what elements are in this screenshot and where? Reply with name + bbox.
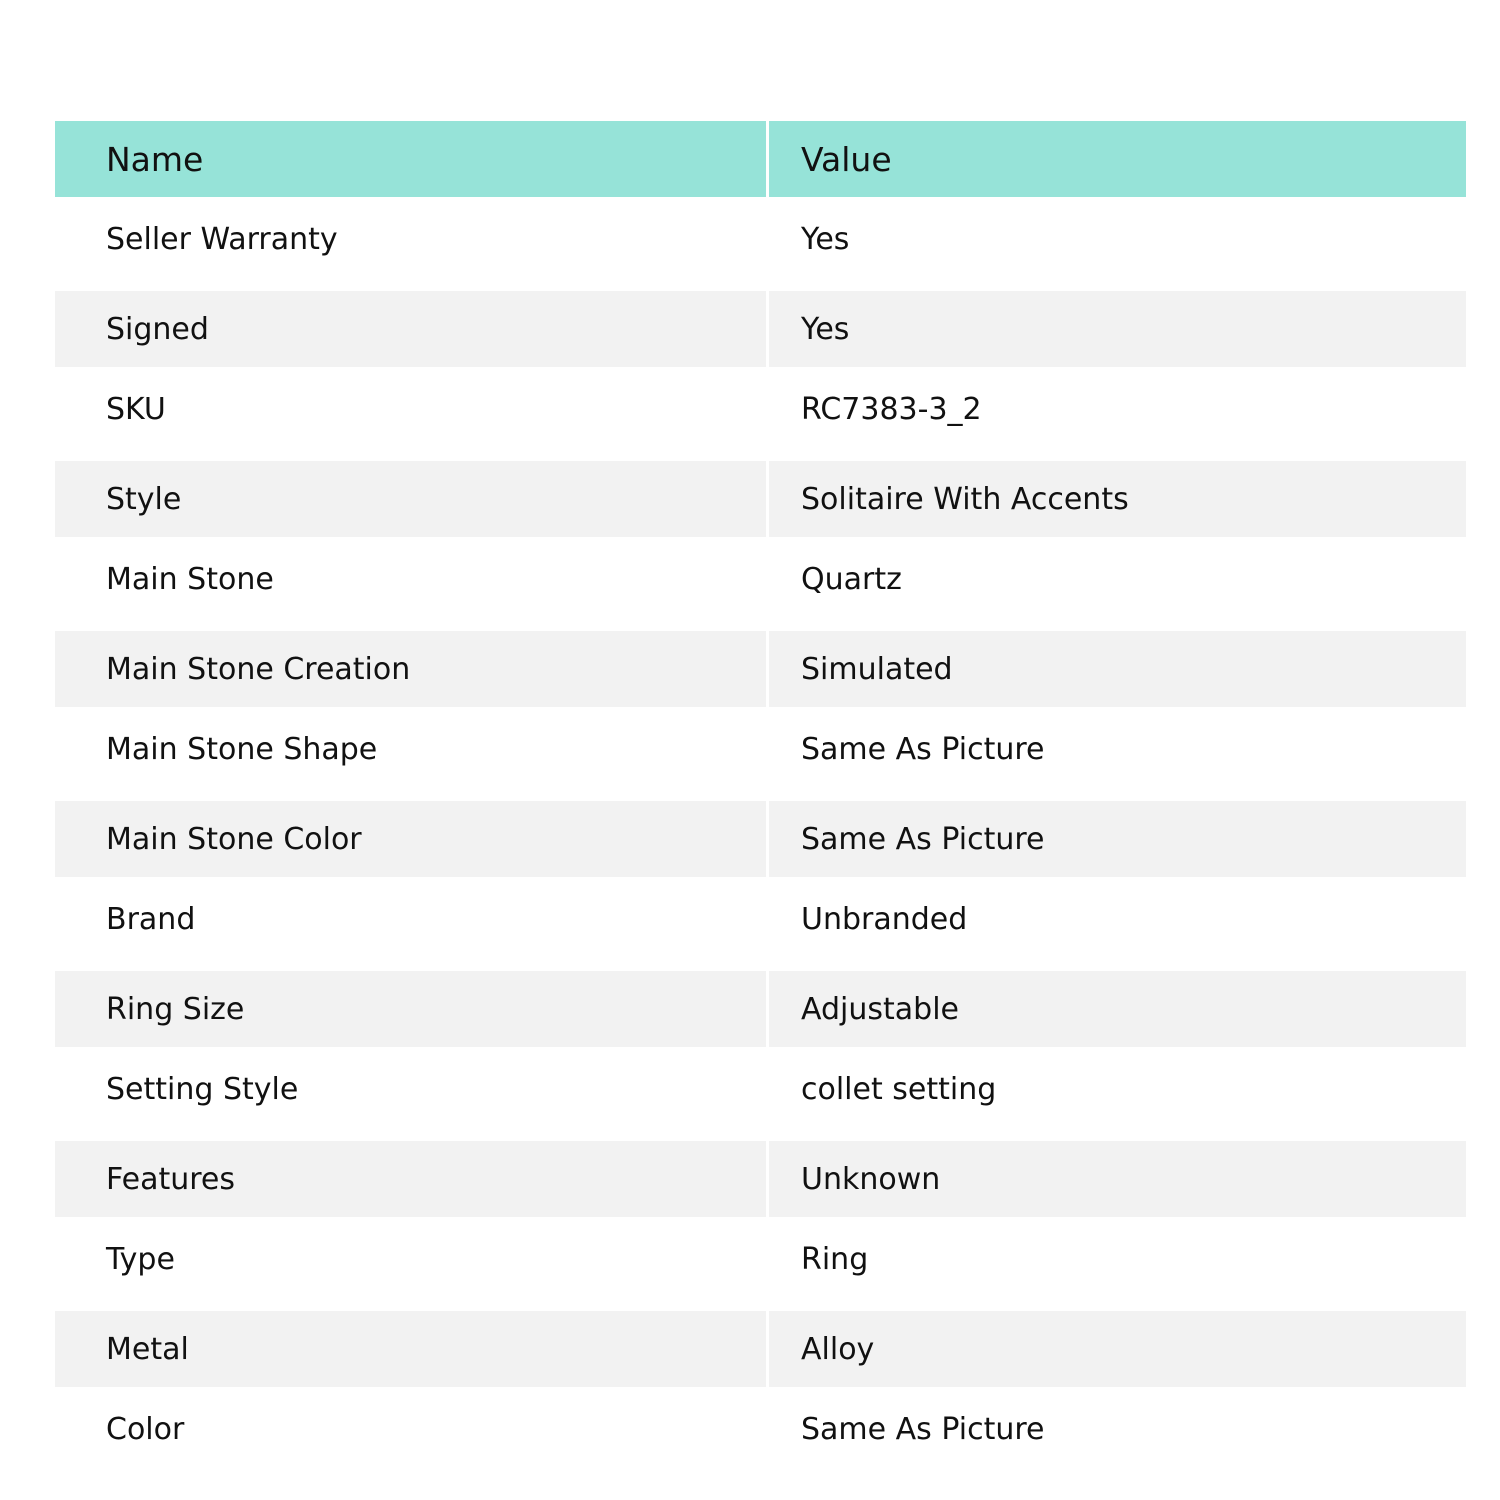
header-value: Value — [769, 121, 1466, 197]
row-value-cell: Alloy — [769, 1311, 1466, 1387]
table-body — [55, 197, 1466, 1472]
row-name-cell: Main Stone — [106, 562, 274, 597]
row-name-cell: Signed — [55, 291, 766, 367]
row-name-cell: Brand — [106, 902, 196, 937]
table-row — [55, 707, 1466, 792]
table-row — [55, 197, 1466, 282]
table-row — [55, 792, 1466, 877]
row-value-cell: Same As Picture — [801, 732, 1045, 767]
table-row — [55, 537, 1466, 622]
row-value-cell: Same As Picture — [801, 1412, 1045, 1447]
table-row — [55, 877, 1466, 962]
row-value-cell: Quartz — [801, 562, 902, 597]
header-name: Name — [55, 121, 766, 197]
table-row — [55, 1387, 1466, 1472]
row-name-cell: Ring Size — [55, 971, 766, 1047]
row-value-cell: Solitaire With Accents — [769, 461, 1466, 537]
table-row — [55, 1302, 1466, 1387]
table-row — [55, 282, 1466, 367]
table-row — [55, 962, 1466, 1047]
row-name-cell: Type — [106, 1242, 175, 1277]
table-row — [55, 452, 1466, 537]
row-value-cell: Unknown — [769, 1141, 1466, 1217]
row-value-cell: Yes — [801, 222, 850, 257]
row-name-cell: Main Stone Color — [55, 801, 766, 877]
row-name-cell: Main Stone Shape — [106, 732, 378, 767]
spec-table — [55, 121, 1466, 1472]
row-value-cell: Unbranded — [801, 902, 968, 937]
row-name-cell: Setting Style — [106, 1072, 299, 1107]
table-row — [55, 1132, 1466, 1217]
row-name-cell: Features — [55, 1141, 766, 1217]
table-header-row — [55, 121, 1466, 197]
row-value-cell: collet setting — [801, 1072, 997, 1107]
table-row — [55, 1047, 1466, 1132]
row-value-cell: Same As Picture — [769, 801, 1466, 877]
row-value-cell: Yes — [769, 291, 1466, 367]
table-row — [55, 367, 1466, 452]
table-row — [55, 622, 1466, 707]
row-name-cell: Color — [106, 1412, 185, 1447]
row-value-cell: Adjustable — [769, 971, 1466, 1047]
row-name-cell: Style — [55, 461, 766, 537]
row-value-cell: RC7383-3_2 — [801, 392, 982, 427]
row-value-cell: Simulated — [769, 631, 1466, 707]
row-name-cell: Seller Warranty — [106, 222, 338, 257]
row-value-cell: Ring — [801, 1242, 869, 1277]
row-name-cell: Metal — [55, 1311, 766, 1387]
row-name-cell: SKU — [106, 392, 166, 427]
row-name-cell: Main Stone Creation — [55, 631, 766, 707]
table-row — [55, 1217, 1466, 1302]
